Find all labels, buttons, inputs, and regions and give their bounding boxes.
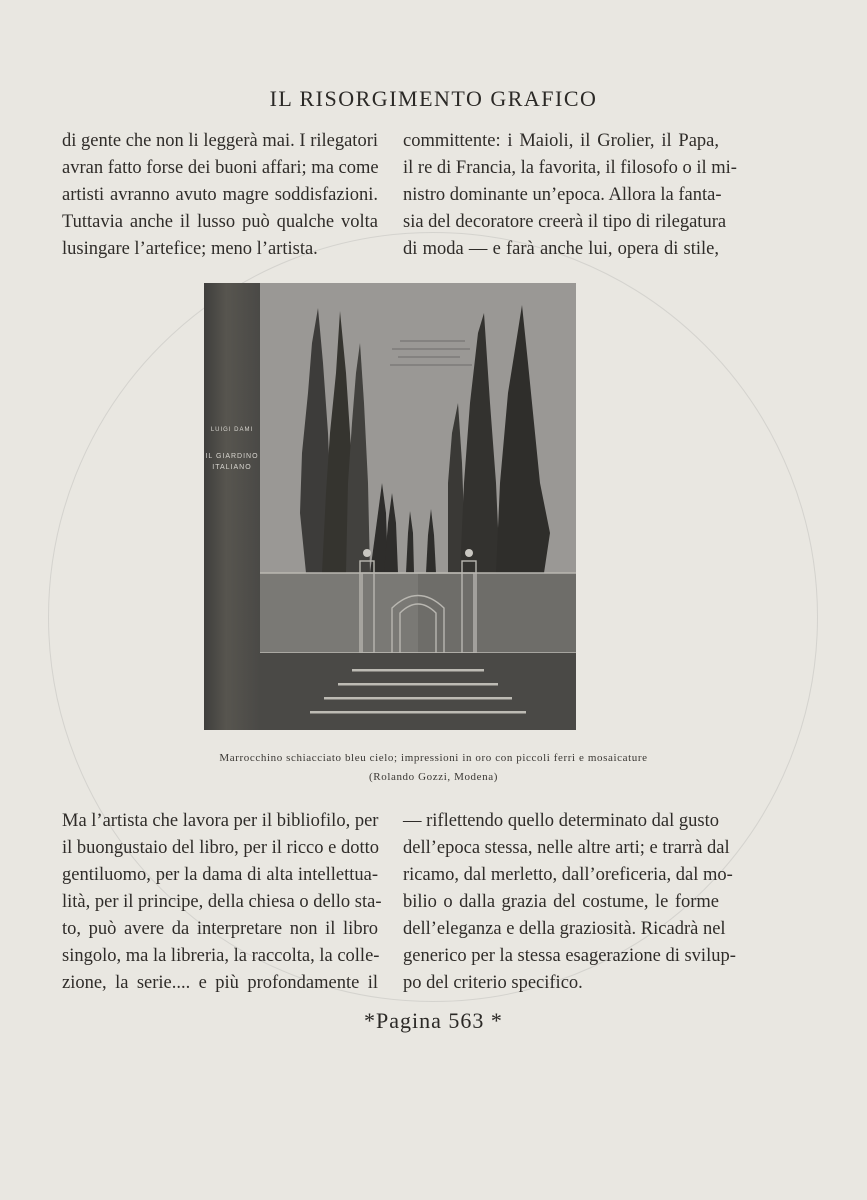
text-line: dell’eleganza e della graziosità. Ricadrà nel bbox=[403, 919, 726, 939]
text-line: di moda — e farà anche lui, opera di stile, bbox=[403, 239, 719, 259]
page-number: *Pagina 563 * bbox=[364, 1008, 503, 1033]
text-line: lusingare l’artefice; meno l’artista. bbox=[62, 239, 318, 259]
text-line: gentiluomo, per la dama di alta intellettua- bbox=[62, 865, 378, 885]
text-line: ricamo, dal merletto, dall’oreficeria, dal mo- bbox=[403, 865, 733, 885]
cover-illustration bbox=[260, 283, 576, 730]
spine-title-line: ITALIANO bbox=[212, 464, 252, 471]
text-line: sia del decoratore creerà il tipo di rilegatura bbox=[403, 212, 727, 232]
spine-author: LUIGI DAMI bbox=[210, 427, 254, 433]
pillar-finial bbox=[465, 549, 473, 557]
text-line: generico per la stessa esagerazione di svilup- bbox=[403, 946, 736, 966]
spine-title bbox=[204, 451, 260, 473]
text-line: bilio o dalla grazia del costume, le forme bbox=[403, 892, 719, 912]
text-line: po del criterio specifico. bbox=[403, 973, 583, 993]
text-column-bottom-left bbox=[62, 808, 382, 997]
text-line: committente: i Maioli, il Grolier, il Papa, bbox=[403, 131, 719, 151]
text-column-top-right bbox=[403, 128, 737, 263]
terrace-slope bbox=[418, 573, 576, 653]
running-header: IL RISORGIMENTO GRAFICO bbox=[269, 86, 598, 111]
text-line: — riflettendo quello determinato dal gusto bbox=[403, 811, 719, 831]
text-line: lità, per il principe, della chiesa o dello sta- bbox=[62, 892, 382, 912]
book-cover-photo bbox=[204, 283, 576, 730]
text-line: artisti avranno avuto magre soddisfazioni. bbox=[62, 185, 378, 205]
text-line: avran fatto forse dei buoni affari; ma come bbox=[62, 158, 379, 178]
text-line: to, può avere da interpretare non il libro bbox=[62, 919, 378, 939]
text-line: il re di Francia, la favorita, il filosofo o il mi- bbox=[403, 158, 737, 178]
book-spine bbox=[204, 283, 260, 730]
text-line: nistro dominante un’epoca. Allora la fanta- bbox=[403, 185, 722, 205]
text-column-bottom-right bbox=[403, 808, 736, 997]
terrace-slope bbox=[260, 573, 418, 653]
figure-caption: Marrocchino schiacciato bleu cielo; impressioni in oro con piccoli ferri e mosaicature bbox=[219, 752, 648, 764]
text-line: singolo, ma la libreria, la raccolta, la colle- bbox=[62, 946, 380, 966]
figure-credit: (Rolando Gozzi, Modena) bbox=[369, 771, 498, 783]
text-column-top-left bbox=[62, 128, 378, 263]
spine-title-line: IL GIARDINO bbox=[205, 453, 259, 460]
text-line: di gente che non li leggerà mai. I rilegatori bbox=[62, 131, 378, 151]
text-line: dell’epoca stessa, nelle altre arti; e trarrà dal bbox=[403, 838, 730, 858]
text-line: Ma l’artista che lavora per il bibliofilo, per bbox=[62, 811, 379, 831]
text-line: zione, la serie.... e più profondamente il bbox=[62, 973, 378, 993]
text-line: Tuttavia anche il lusso può qualche volta bbox=[62, 212, 378, 232]
text-line: il buongustaio del libro, per il ricco e dotto bbox=[62, 838, 380, 858]
pillar-finial bbox=[363, 549, 371, 557]
